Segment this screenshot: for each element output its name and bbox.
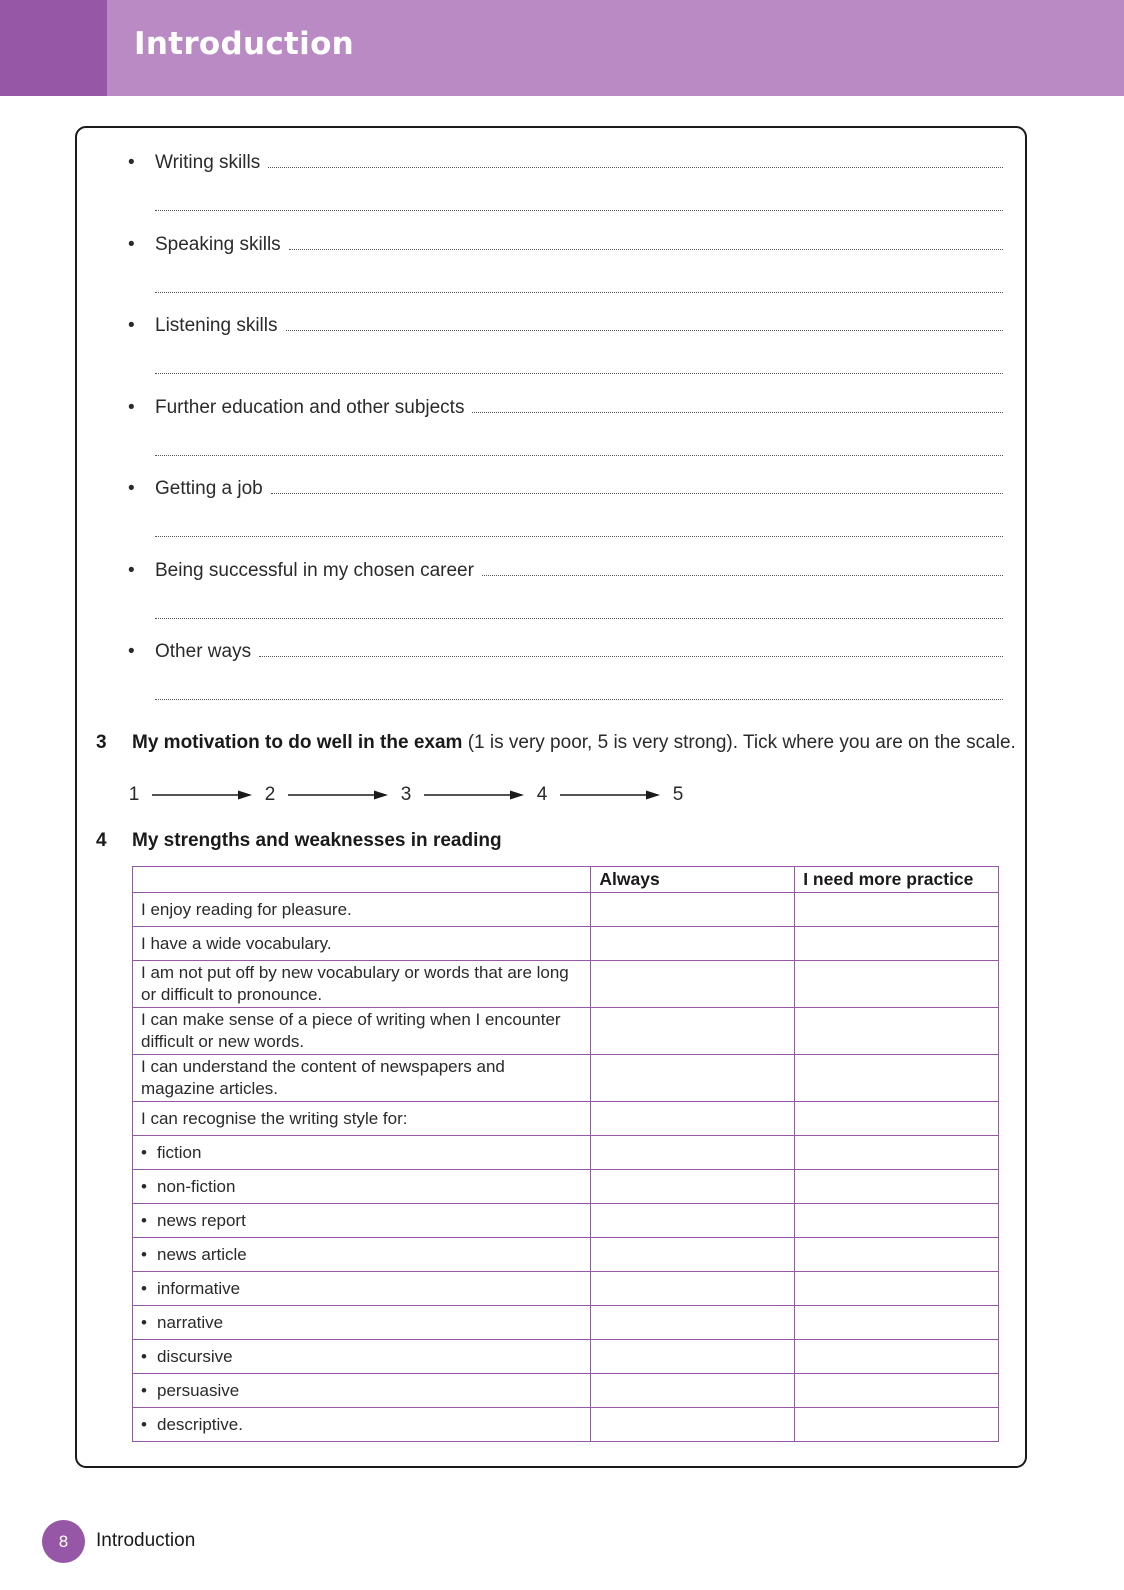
bullet-line-item — [128, 232, 1003, 314]
column-header-statement — [133, 867, 591, 893]
bullet-label: Further education and other subjects — [155, 396, 465, 418]
bullet-line-item — [128, 150, 1003, 232]
always-cell[interactable] — [591, 1408, 795, 1442]
statement-cell: I can make sense of a piece of writing when I encounter difficult or new words. — [133, 1008, 591, 1055]
need-practice-cell[interactable] — [795, 961, 999, 1008]
always-cell[interactable] — [591, 1008, 795, 1055]
scale-point-2[interactable]: 2 — [264, 784, 276, 805]
statement-cell — [133, 1238, 591, 1272]
style-label: non-fiction — [157, 1176, 236, 1196]
bullet-label: Speaking skills — [155, 233, 281, 255]
column-header-need-practice: I need more practice — [795, 867, 999, 893]
arrow-right-icon — [424, 789, 524, 801]
bullet-icon: • — [141, 1244, 147, 1264]
table-row — [133, 1306, 999, 1340]
answer-line[interactable] — [286, 329, 1004, 331]
answer-line[interactable] — [155, 210, 1003, 211]
answer-line[interactable] — [289, 248, 1003, 250]
bullet-icon: • — [128, 641, 135, 662]
table-row — [133, 1102, 999, 1136]
bullet-icon: • — [128, 478, 135, 499]
bullet-line-item — [128, 476, 1003, 558]
answer-line[interactable] — [482, 574, 1003, 576]
table-row — [133, 1238, 999, 1272]
bullet-icon: • — [128, 315, 135, 336]
scale-point-5[interactable]: 5 — [672, 784, 684, 805]
question-3-instruction: (1 is very poor, 5 is very strong). Tick where you are on the scale. — [462, 732, 1016, 753]
bullet-label: Listening skills — [155, 315, 278, 336]
bullet-label: Writing skills — [155, 152, 261, 173]
question-number: 3 — [96, 732, 107, 753]
need-practice-cell[interactable] — [795, 1374, 999, 1408]
table-row — [133, 893, 999, 927]
need-practice-cell[interactable] — [795, 1204, 999, 1238]
bullet-icon: • — [141, 1380, 147, 1400]
bullet-line-item — [128, 395, 1003, 477]
always-cell[interactable] — [591, 1136, 795, 1170]
answer-line[interactable] — [155, 618, 1003, 619]
need-practice-cell[interactable] — [795, 1102, 999, 1136]
bullet-line-item — [128, 558, 1003, 640]
always-cell[interactable] — [591, 1055, 795, 1102]
style-label: persuasive — [157, 1380, 240, 1400]
need-practice-cell[interactable] — [795, 1408, 999, 1442]
bullet-label: Being successful in my chosen career — [155, 559, 474, 581]
bullet-icon: • — [141, 1142, 147, 1162]
page-header — [0, 0, 1124, 96]
statement-cell: I have a wide vocabulary. — [133, 927, 591, 961]
style-label: informative — [157, 1278, 241, 1298]
statement-cell: I am not put off by new vocabulary or words that are long or difficult to pronounce. — [133, 961, 591, 1008]
need-practice-cell[interactable] — [795, 1340, 999, 1374]
table-row — [133, 1055, 999, 1102]
column-header-always: Always — [591, 867, 795, 893]
table-row — [133, 1272, 999, 1306]
question-3-prompt — [96, 732, 1016, 754]
table-row — [133, 1374, 999, 1408]
style-label: discursive — [157, 1346, 233, 1366]
answer-line[interactable] — [155, 536, 1003, 537]
need-practice-cell[interactable] — [795, 1306, 999, 1340]
bullet-icon: • — [141, 1414, 147, 1434]
bullet-label: Getting a job — [155, 478, 263, 499]
statement-cell — [133, 1170, 591, 1204]
bullet-icon: • — [128, 152, 135, 173]
always-cell[interactable] — [591, 893, 795, 927]
statement-cell: I can recognise the writing style for: — [133, 1102, 591, 1136]
motivation-scale — [128, 784, 684, 806]
style-label: descriptive. — [157, 1414, 243, 1434]
statement-cell — [133, 1340, 591, 1374]
bullet-line-item — [128, 313, 1003, 395]
answer-line[interactable] — [155, 455, 1003, 456]
answer-line[interactable] — [268, 166, 1003, 168]
answer-line[interactable] — [271, 492, 1003, 494]
statement-cell — [133, 1306, 591, 1340]
always-cell[interactable] — [591, 1238, 795, 1272]
statement-cell: I enjoy reading for pleasure. — [133, 893, 591, 927]
header-title: Introduction — [134, 26, 355, 62]
bullet-icon: • — [141, 1278, 147, 1298]
bullet-icon: • — [141, 1210, 147, 1230]
style-label: news article — [157, 1244, 247, 1264]
need-practice-cell[interactable] — [795, 1008, 999, 1055]
bullet-line-item — [128, 639, 1003, 721]
bullet-icon: • — [141, 1346, 147, 1366]
table-row — [133, 1170, 999, 1204]
always-cell[interactable] — [591, 927, 795, 961]
need-practice-cell[interactable] — [795, 1170, 999, 1204]
scale-point-3[interactable]: 3 — [400, 784, 412, 805]
footer-section-title: Introduction — [96, 1530, 196, 1551]
bullet-icon: • — [128, 396, 135, 418]
style-label: narrative — [157, 1312, 224, 1332]
always-cell[interactable] — [591, 1374, 795, 1408]
statement-cell — [133, 1374, 591, 1408]
table-row — [133, 1340, 999, 1374]
bullet-icon: • — [128, 559, 135, 581]
table-row — [133, 961, 999, 1008]
scale-point-4[interactable]: 4 — [536, 784, 548, 805]
need-practice-cell[interactable] — [795, 927, 999, 961]
table-row — [133, 1136, 999, 1170]
statement-cell: I can understand the content of newspapers and magazine articles. — [133, 1055, 591, 1102]
answer-line[interactable] — [155, 373, 1003, 374]
table-row — [133, 1204, 999, 1238]
answer-line[interactable] — [155, 699, 1003, 700]
bullet-label: Other ways — [155, 641, 252, 662]
table-row — [133, 927, 999, 961]
need-practice-cell[interactable] — [795, 1136, 999, 1170]
statement-cell — [133, 1204, 591, 1238]
question-4-title-text: My strengths and weaknesses in reading — [132, 830, 502, 851]
need-practice-cell[interactable] — [795, 1055, 999, 1102]
question-4-title — [96, 830, 502, 852]
always-cell[interactable] — [591, 1306, 795, 1340]
statement-cell — [133, 1408, 591, 1442]
bullet-icon: • — [141, 1312, 147, 1332]
header-accent-tab — [0, 0, 107, 96]
arrow-right-icon — [560, 789, 660, 801]
scale-point-1[interactable]: 1 — [128, 784, 140, 805]
always-cell[interactable] — [591, 1102, 795, 1136]
bullet-icon: • — [128, 233, 135, 255]
need-practice-cell[interactable] — [795, 1238, 999, 1272]
bullet-line-list — [128, 150, 1003, 721]
style-label: news report — [157, 1210, 246, 1230]
table-row — [133, 1408, 999, 1442]
need-practice-cell[interactable] — [795, 1272, 999, 1306]
bullet-icon: • — [141, 1176, 147, 1196]
table-row — [133, 1008, 999, 1055]
style-label: fiction — [157, 1142, 202, 1162]
need-practice-cell[interactable] — [795, 893, 999, 927]
answer-line[interactable] — [472, 411, 1003, 413]
page-number-badge: 8 — [42, 1520, 85, 1563]
arrow-right-icon — [152, 789, 252, 801]
always-cell[interactable] — [591, 1170, 795, 1204]
answer-line[interactable] — [259, 655, 1003, 657]
arrow-right-icon — [288, 789, 388, 801]
always-cell[interactable] — [591, 1204, 795, 1238]
question-3-bold-text: My motivation to do well in the exam — [132, 732, 463, 753]
always-cell[interactable] — [591, 961, 795, 1008]
always-cell[interactable] — [591, 1272, 795, 1306]
always-cell[interactable] — [591, 1340, 795, 1374]
question-number: 4 — [96, 830, 107, 851]
answer-line[interactable] — [155, 292, 1003, 293]
statement-cell — [133, 1136, 591, 1170]
statement-cell — [133, 1272, 591, 1306]
reading-strengths-table — [132, 866, 999, 1442]
